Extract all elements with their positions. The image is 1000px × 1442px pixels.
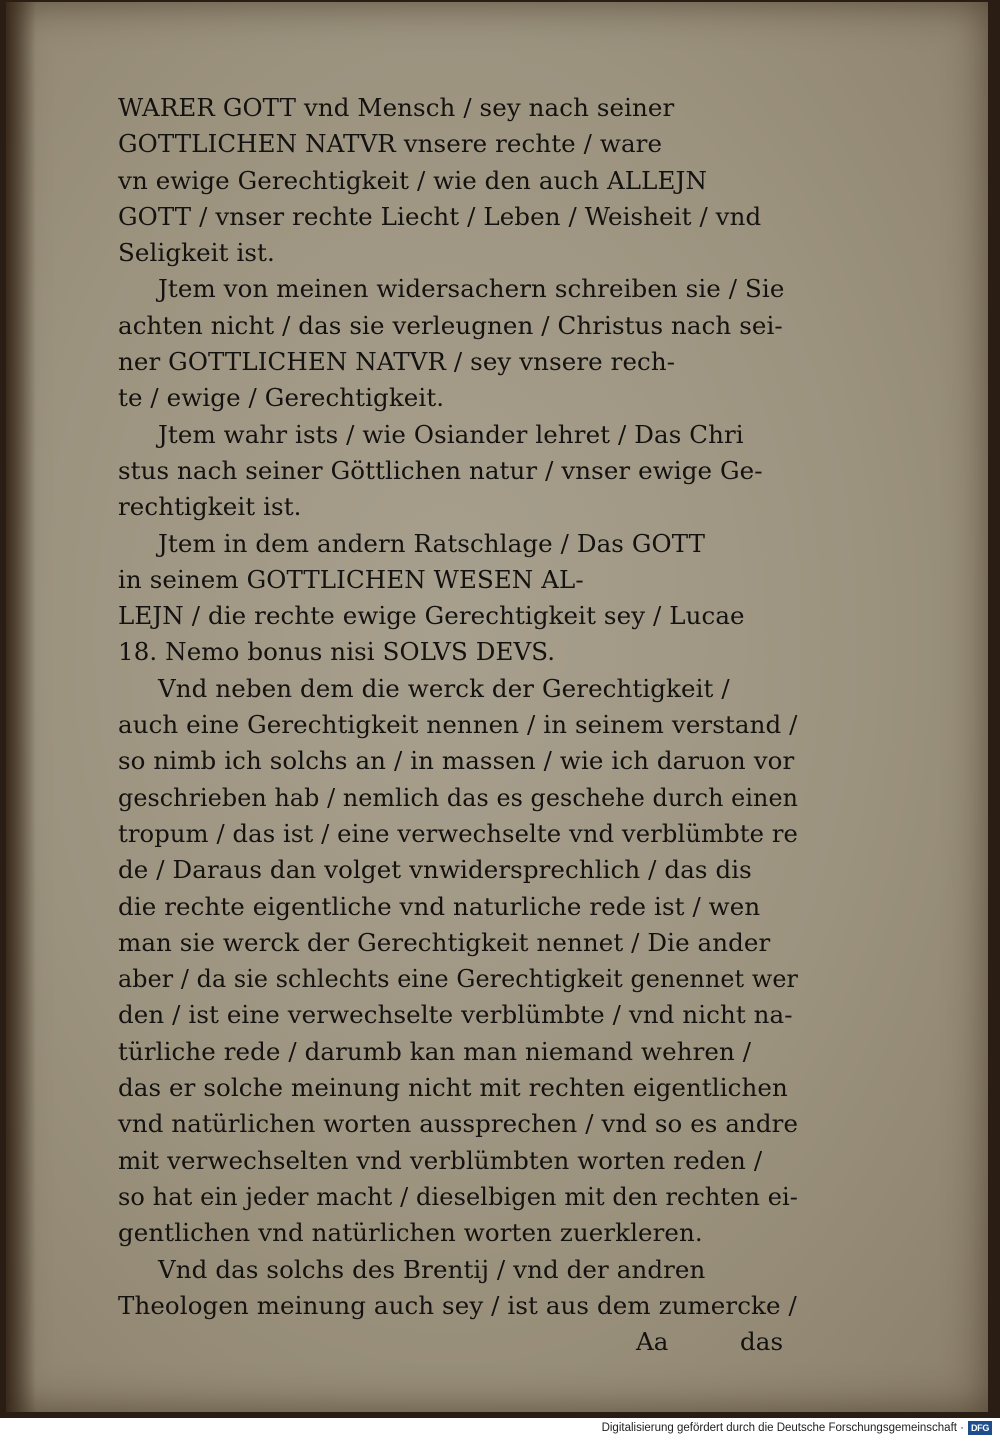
signature-mark: Aa [636, 1327, 669, 1357]
text-line: so nimb ich solchs an / in massen / wie ich daruon vor [118, 746, 795, 776]
book-page [6, 2, 988, 1412]
text-line: das er solche meinung nicht mit rechten eigentlichen [118, 1073, 788, 1103]
text-line: gentlichen vnd natürlichen worten zuerkleren. [118, 1218, 703, 1248]
text-line: GOTTLICHEN NATVR vnsere rechte / ware [118, 129, 663, 159]
text-line: Vnd neben dem die werck der Gerechtigkeit / [158, 673, 730, 703]
text-line: den / ist eine verwechselte verblümbte / vnd nicht na- [118, 1000, 793, 1030]
text-line: ner GOTTLICHEN NATVR / sey vnsere rech- [118, 347, 676, 377]
dfg-logo-icon: DFG [968, 1421, 992, 1435]
text-line: aber / da sie schlechts eine Gerechtigkeit genennet wer [118, 964, 798, 994]
signature-line [118, 1324, 798, 1360]
text-line: vn ewige Gerechtigkeit / wie den auch ALLEJN [118, 165, 707, 195]
text-line: vnd natürlichen worten aussprechen / vnd so es andre [118, 1109, 799, 1139]
text-line: Jtem von meinen widersachern schreiben sie / Sie [158, 274, 785, 304]
text-line: die rechte eigentliche vnd naturliche rede ist / wen [118, 891, 761, 921]
text-line: mit verwechselten vnd verblümbten worten reden / [118, 1145, 763, 1175]
text-line: GOTT / vnser rechte Liecht / Leben / Weisheit / vnd [118, 201, 762, 231]
text-line: stus nach seiner Göttlichen natur / vnser ewige Ge- [118, 455, 763, 485]
footer-bar [0, 1418, 1000, 1442]
text-line: te / ewige / Gerechtigkeit. [118, 383, 445, 413]
text-line: Jtem wahr ists / wie Osiander lehret / Das Chri [158, 419, 744, 449]
text-line: geschrieben hab / nemlich das es geschehe durch einen [118, 782, 799, 812]
text-line: tropum / das ist / eine verwechselte vnd verblümbte re [118, 818, 798, 848]
text-line: türliche rede / darumb kan man niemand wehren / [118, 1036, 752, 1066]
text-line: rechtigkeit ist. [118, 492, 302, 522]
text-line: LEJN / die rechte ewige Gerechtigkeit sey / Lucae [118, 601, 745, 631]
text-line: so hat ein jeder macht / dieselbigen mit den rechten ei- [118, 1181, 799, 1211]
text-line: Vnd das solchs des Brentij / vnd der andren [158, 1254, 706, 1284]
text-line: Theologen meinung auch sey / ist aus dem zumercke / [118, 1290, 797, 1320]
text-line: Jtem in dem andern Ratschlage / Das GOTT [158, 528, 706, 558]
text-line: in seinem GOTTLICHEN WESEN AL- [118, 564, 584, 594]
text-line: auch eine Gerechtigkeit nennen / in seinem verstand / [118, 710, 798, 740]
text-line: achten nicht / das sie verleugnen / Christus nach sei- [118, 310, 783, 340]
catchword: das [740, 1327, 784, 1357]
text-line: de / Daraus dan volget vnwidersprechlich / das dis [118, 855, 752, 885]
text-line: 18. Nemo bonus nisi SOLVS DEVS. [118, 637, 556, 667]
funding-credit: Digitalisierung gefördert durch die Deutsche Forschungsgemeinschaft · [601, 1422, 964, 1434]
text-line: man sie werck der Gerechtigkeit nennet / Die ander [118, 927, 771, 957]
page-text-block [118, 90, 798, 1360]
text-line: Seligkeit ist. [118, 238, 275, 268]
text-line: WARER GOTT vnd Mensch / sey nach seiner [118, 93, 675, 122]
page-spine-shadow [6, 2, 36, 1412]
